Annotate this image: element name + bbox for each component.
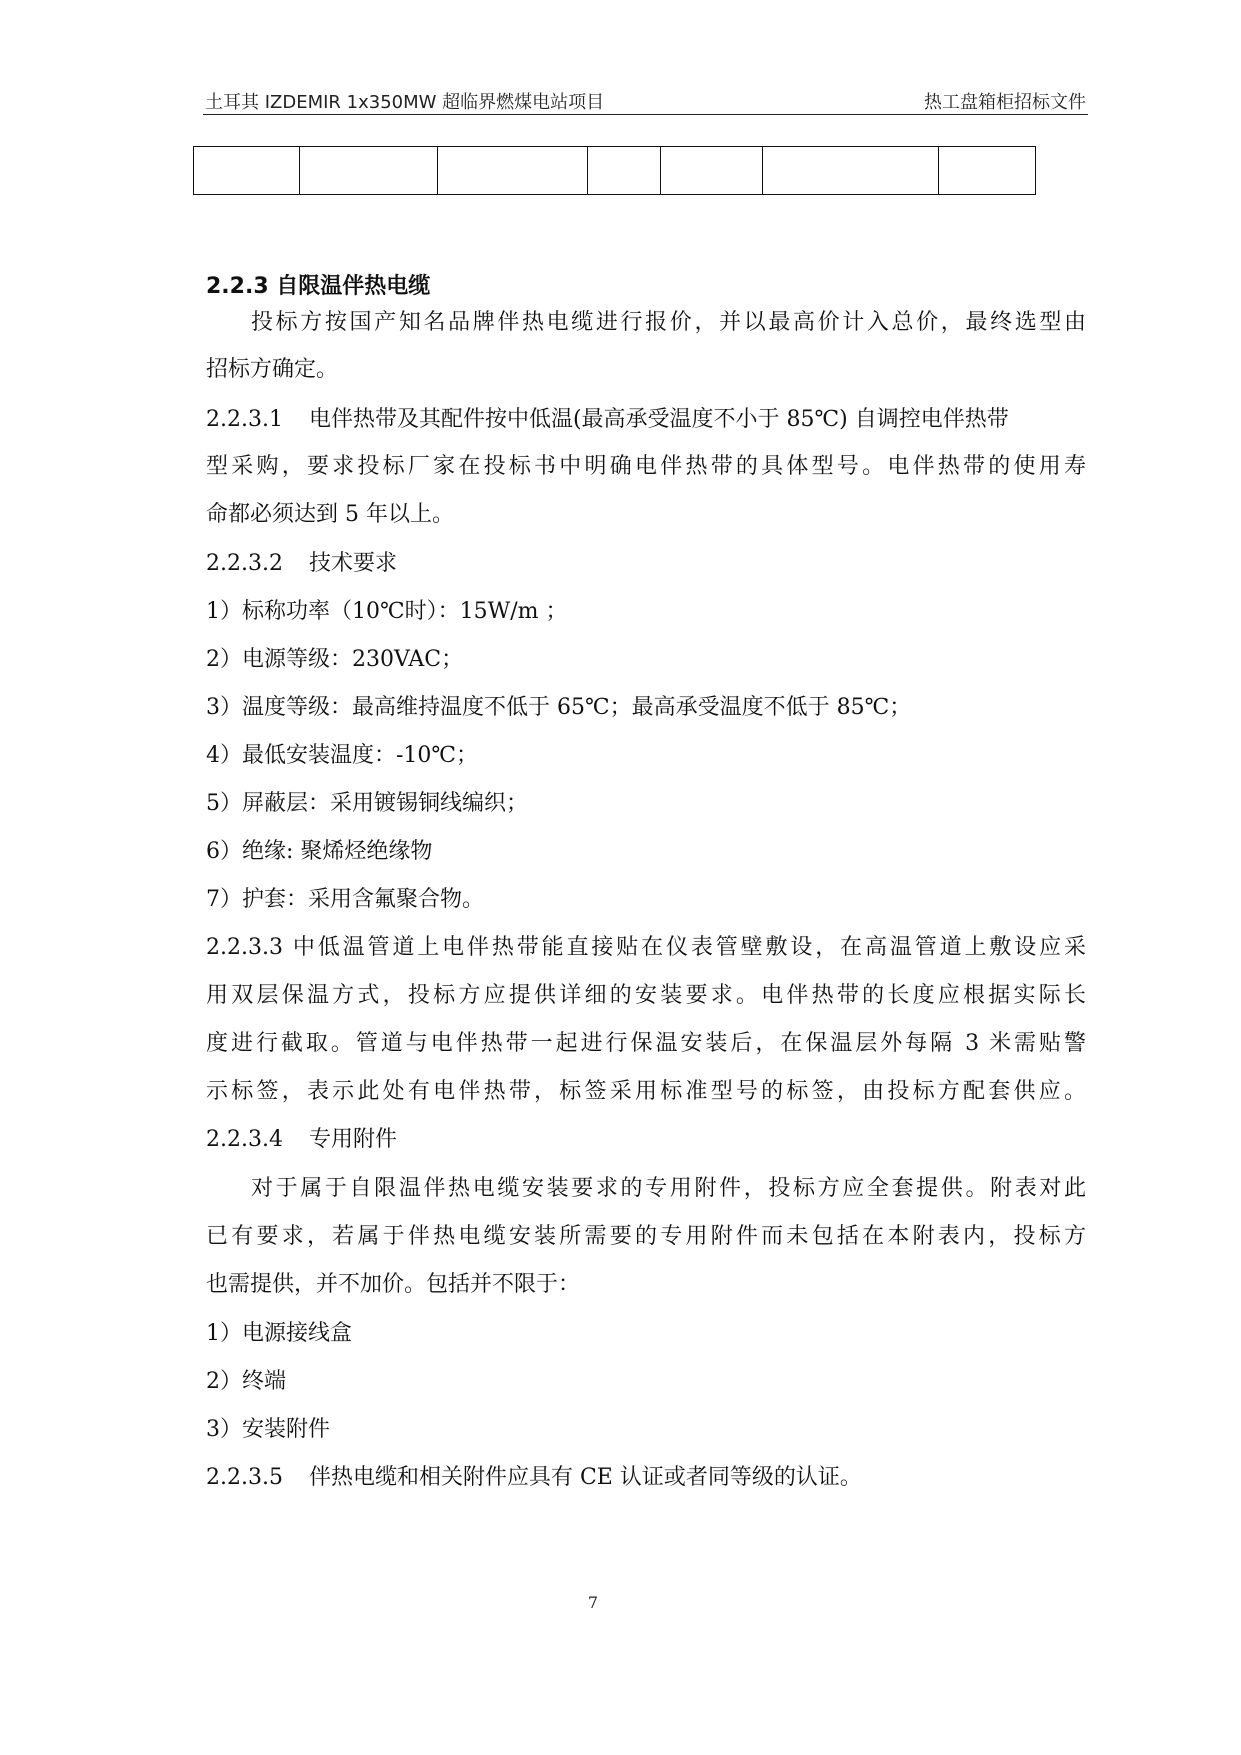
header-divider: [203, 114, 1088, 115]
paragraph-line: 型采购，要求投标厂家在投标书中明确电伴热带的具体型号。电伴热带的使用寿: [206, 454, 1086, 479]
page-number: 7: [587, 1593, 599, 1612]
clause-number: 2.2.3.2: [206, 551, 283, 576]
table-cell: [588, 147, 661, 195]
accessory-item: 1）电源接线盒: [206, 1321, 352, 1346]
paragraph-2-2-3-1-first-line: [206, 405, 1086, 435]
paragraph-text: 电伴热带及其配件按中低温(最高承受温度不小于 85℃) 自调控电伴热带: [308, 407, 1009, 432]
requirement-item: 2）电源等级：230VAC；: [206, 647, 464, 672]
table-cell: [194, 147, 300, 195]
requirement-item: 1）标称功率（10℃时）：15W/m ；: [206, 599, 568, 624]
table-cell: [661, 147, 763, 195]
paragraph-line: 用双层保温方式，投标方应提供详细的安装要求。电伴热带的长度应根据实际长: [206, 983, 1086, 1008]
table-cell: [300, 147, 438, 195]
intro-line: 投标方按国产知名品牌伴热电缆进行报价，并以最高价计入总价，最终选型由: [251, 310, 1086, 335]
requirement-item: 6）绝缘: 聚烯烃绝缘物: [206, 839, 433, 864]
section-heading: 2.2.3 自限温伴热电缆: [206, 274, 431, 299]
requirement-item: 4）最低安装温度：-10℃；: [206, 743, 479, 768]
table-row: [194, 147, 1036, 195]
table-cell: [939, 147, 1036, 195]
paragraph-line: 示标签，表示此处有电伴热带，标签采用标准型号的标签，由投标方配套供应。: [206, 1079, 1086, 1104]
paragraph-2-2-3-5: [206, 1463, 1086, 1493]
table-cell: [438, 147, 588, 195]
paragraph-line: 度进行截取。管道与电伴热带一起进行保温安装后，在保温层外每隔 3 米需贴警: [206, 1031, 1086, 1056]
table-cell: [763, 147, 939, 195]
paragraph-2-2-3-4-heading: [206, 1125, 1086, 1155]
accessory-item: 3）安装附件: [206, 1417, 330, 1442]
paragraph-line: 也需提供，并不加价。包括并不限于：: [206, 1272, 581, 1297]
clause-number: 2.2.3.4: [206, 1127, 283, 1152]
paragraph-2-2-3-2-heading: [206, 549, 1086, 579]
continued-table: [193, 146, 1036, 195]
clause-title: 专用附件: [308, 1127, 397, 1152]
paragraph-line: 已有要求，若属于伴热电缆安装所需要的专用附件而未包括在本附表内，投标方: [206, 1224, 1086, 1249]
clause-title: 技术要求: [308, 551, 397, 576]
header-project-title: 土耳其 IZDEMIR 1x350MW 超临界燃煤电站项目: [205, 92, 605, 113]
paragraph-text: 伴热电缆和相关附件应具有 CE 认证或者同等级的认证。: [308, 1465, 862, 1490]
requirement-item: 5）屏蔽层：采用镀锡铜线编织；: [206, 791, 528, 816]
paragraph-line: 对于属于自限温伴热电缆安装要求的专用附件，投标方应全套提供。附表对此: [251, 1176, 1086, 1201]
paragraph-line: 2.2.3.3 中低温管道上电伴热带能直接贴在仪表管壁敷设，在高温管道上敷设应采: [206, 935, 1086, 960]
accessory-item: 2）终端: [206, 1369, 286, 1394]
intro-line: 招标方确定。: [206, 357, 339, 382]
requirement-item: 3）温度等级：最高维持温度不低于 65℃；最高承受温度不低于 85℃；: [206, 695, 912, 720]
paragraph-line: 命都必须达到 5 年以上。: [206, 502, 454, 527]
clause-number: 2.2.3.1: [206, 407, 283, 432]
requirement-item: 7）护套：采用含氟聚合物。: [206, 887, 484, 912]
clause-number: 2.2.3.5: [206, 1465, 283, 1490]
header-document-title: 热工盘箱柜招标文件: [924, 92, 1086, 113]
